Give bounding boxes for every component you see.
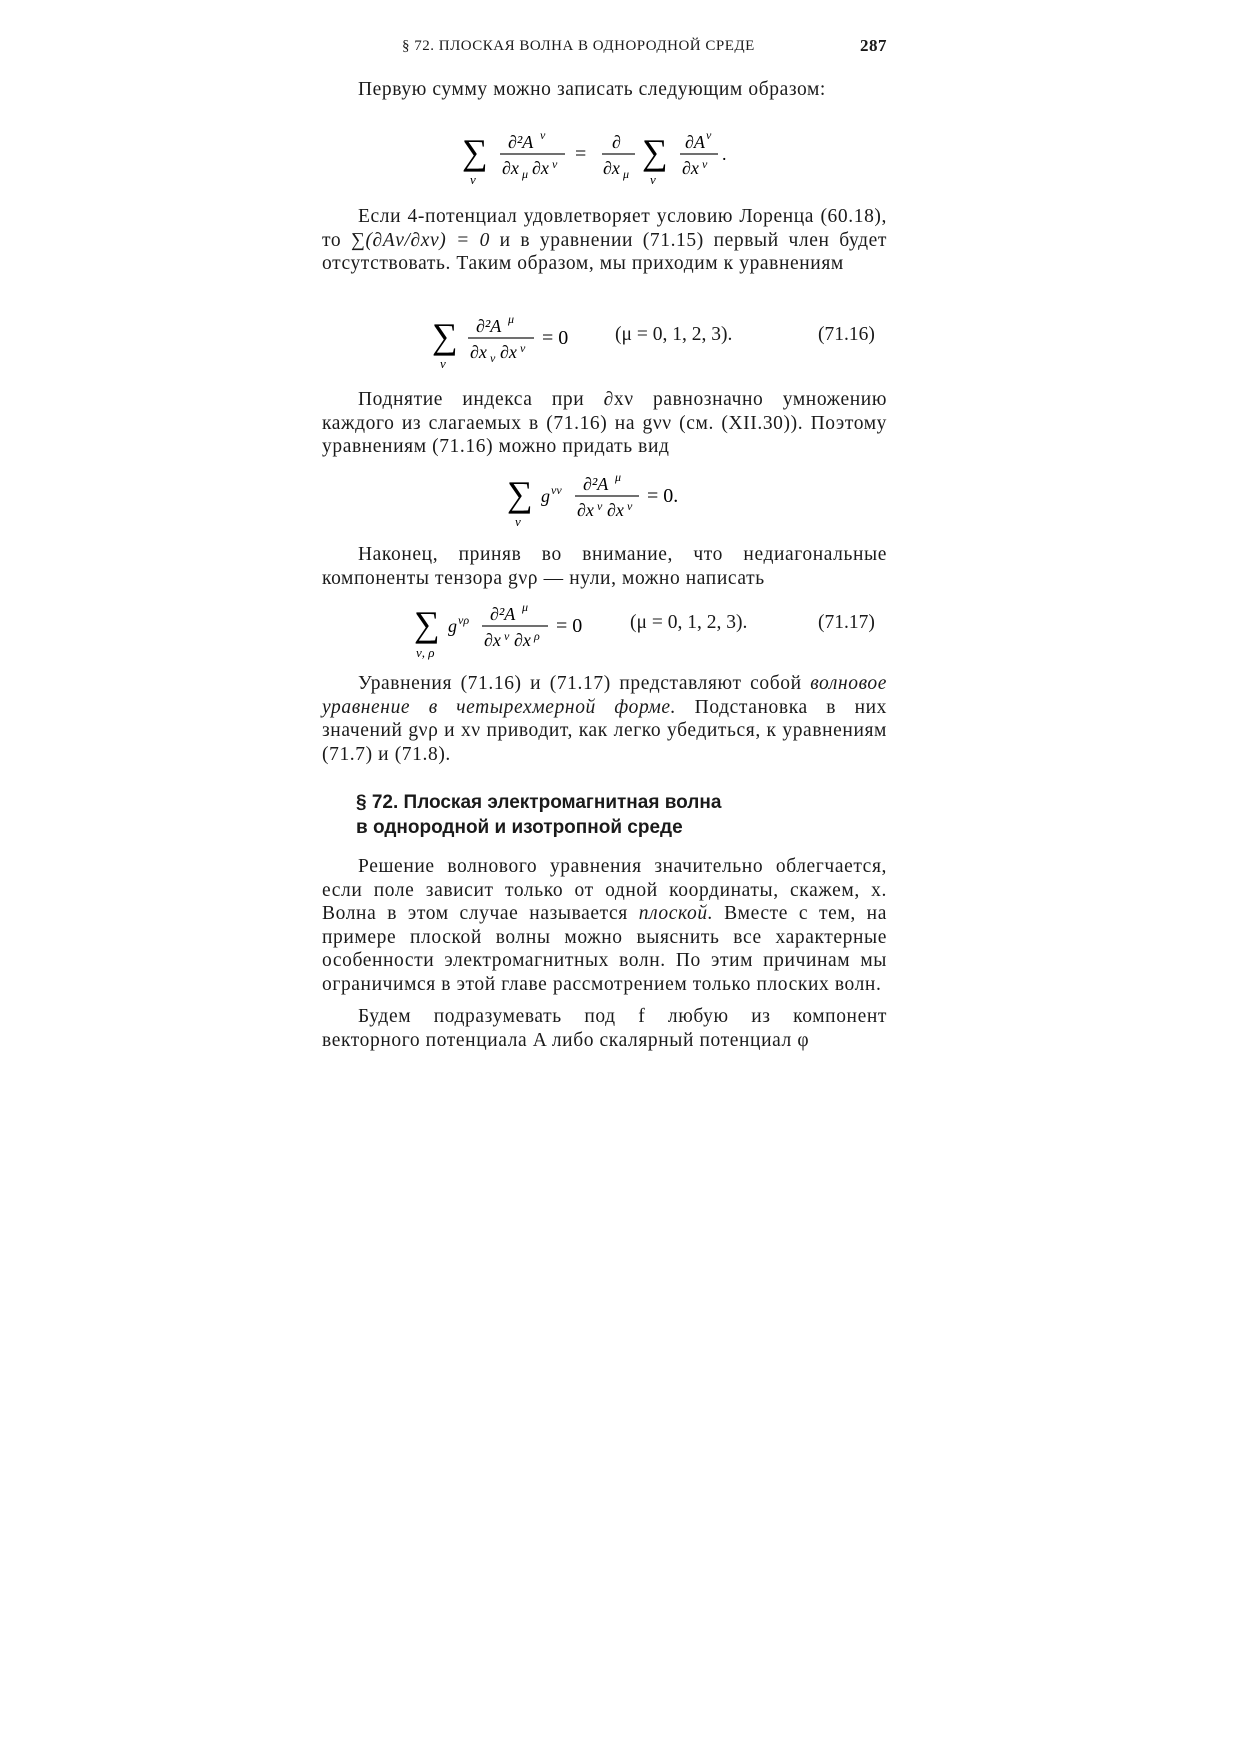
paragraph-5-italic: волновое уравнение в четырехмерной форме.	[322, 673, 887, 718]
equation-3	[505, 470, 725, 530]
equation-71-16-condition: (μ = 0, 1, 2, 3).	[615, 324, 733, 345]
svg-text:= 0.: = 0.	[647, 485, 679, 507]
section-heading-line-1: § 72. Плоская электромагнитная волна	[356, 792, 722, 813]
svg-text:ν: ν	[597, 499, 603, 513]
svg-text:ν: ν	[702, 157, 708, 171]
svg-text:ν: ν	[440, 356, 446, 371]
paragraph-3: Поднятие индекса при ∂xν равнозначно умножению каждого из слагаемых в (71.16) на gνν (см. (XII.30)). Поэтому уравнениям (71.16) можно придать вид	[322, 389, 887, 457]
inline-lorentz-condition: ∑(∂Aν/∂xν) = 0	[350, 229, 490, 251]
svg-text:νρ: νρ	[458, 613, 470, 627]
svg-text:∑: ∑	[642, 132, 668, 172]
svg-text:μ: μ	[623, 167, 630, 181]
svg-text:=: =	[575, 143, 587, 165]
svg-text:μ: μ	[522, 600, 529, 614]
svg-text:νν: νν	[551, 483, 562, 497]
paragraph-5-start: Уравнения (71.16) и (71.17) представляют собой	[358, 673, 802, 694]
paragraph-6-italic: плоской.	[638, 903, 714, 924]
equation-71-17-condition: (μ = 0, 1, 2, 3).	[630, 612, 748, 633]
svg-text:μ: μ	[615, 470, 622, 484]
svg-text:∂A: ∂A	[685, 132, 705, 152]
paragraph-6-end: Вместе с тем, на примере плоской волны можно выяснить все характерные особенности электромагнитных волн. По этим причинам мы ограничимся в этой главе рассмотрением только плоских волн.	[322, 903, 887, 995]
svg-text:∂: ∂	[612, 132, 621, 152]
section-heading-line-2: в однородной и изотропной среде	[356, 817, 683, 838]
svg-text:ν, ρ: ν, ρ	[416, 645, 435, 660]
paragraph-2-start: Если 4-потенциал удовлетворяет условию Лоренца (60.18), то	[322, 206, 887, 251]
svg-text:μ: μ	[508, 312, 515, 326]
svg-text:∑: ∑	[462, 132, 488, 172]
svg-text:∂x: ∂x	[514, 630, 531, 650]
paragraph-5-end: Подстановка в них значений gνρ и xν приводит, как легко убедиться, к уравнениям (71.7) и (71.8).	[322, 696, 887, 765]
section-heading	[356, 790, 721, 840]
svg-text:∂x: ∂x	[502, 158, 519, 178]
svg-text:ν: ν	[470, 172, 476, 187]
paragraph-5	[322, 672, 887, 766]
svg-text:ν: ν	[627, 499, 633, 513]
svg-text:∂x: ∂x	[682, 158, 699, 178]
svg-text:ν: ν	[520, 341, 526, 355]
svg-text:g: g	[541, 486, 550, 506]
paragraph-2-end: и в уравнении (71.15) первый член будет отсутствовать. Таким образом, мы приходим к уравнениям	[322, 229, 887, 274]
svg-text:∑: ∑	[507, 474, 533, 514]
svg-text:∂x: ∂x	[484, 630, 501, 650]
svg-text:∂x: ∂x	[577, 500, 594, 520]
equation-71-17-number: (71.17)	[818, 612, 875, 633]
svg-text:ρ: ρ	[534, 629, 540, 643]
svg-text:∂x: ∂x	[607, 500, 624, 520]
svg-text:∂x: ∂x	[532, 158, 549, 178]
svg-text:= 0: = 0	[556, 615, 583, 637]
svg-text:∂²A: ∂²A	[508, 132, 534, 152]
svg-text:ν: ν	[650, 172, 656, 187]
svg-text:.: .	[722, 144, 727, 164]
svg-text:ν: ν	[540, 128, 546, 142]
svg-text:g: g	[448, 616, 457, 636]
svg-text:ν: ν	[490, 351, 496, 365]
svg-text:ν: ν	[706, 128, 712, 142]
paragraph-4: Наконец, приняв во внимание, что недиагональные компоненты тензора gνρ — нули, можно написать	[322, 544, 887, 589]
equation-71-17	[412, 600, 612, 662]
svg-text:∂x: ∂x	[603, 158, 620, 178]
svg-text:= 0: = 0	[542, 327, 569, 349]
page-number: 287	[860, 36, 887, 55]
paragraph-7: Будем подразумевать под f любую из компонент векторного потенциала A либо скалярный потенциал φ	[322, 1006, 887, 1051]
paragraph-6-start: Решение волнового уравнения значительно облегчается, если поле зависит только от одной координаты, скажем, x. Волна в этом случае называется	[322, 856, 887, 924]
running-header	[402, 36, 887, 60]
running-title: § 72. ПЛОСКАЯ ВОЛНА В ОДНОРОДНОЙ СРЕДЕ	[402, 38, 755, 54]
svg-text:∂²A: ∂²A	[583, 474, 609, 494]
svg-text:ν: ν	[552, 157, 558, 171]
svg-text:∑: ∑	[432, 316, 458, 356]
paragraph-6	[322, 855, 887, 996]
equation-71-16-number: (71.16)	[818, 324, 875, 345]
svg-text:ν: ν	[515, 514, 521, 529]
svg-text:∑: ∑	[414, 604, 440, 644]
svg-text:μ: μ	[522, 167, 529, 181]
paragraph-2	[322, 205, 887, 276]
svg-text:∂x: ∂x	[470, 342, 487, 362]
svg-text:∂x: ∂x	[500, 342, 517, 362]
svg-text:ν: ν	[504, 629, 510, 643]
svg-text:∂²A: ∂²A	[490, 604, 516, 624]
equation-1	[460, 126, 760, 188]
paragraph-1: Первую сумму можно записать следующим образом:	[358, 79, 826, 100]
svg-text:∂²A: ∂²A	[476, 316, 502, 336]
